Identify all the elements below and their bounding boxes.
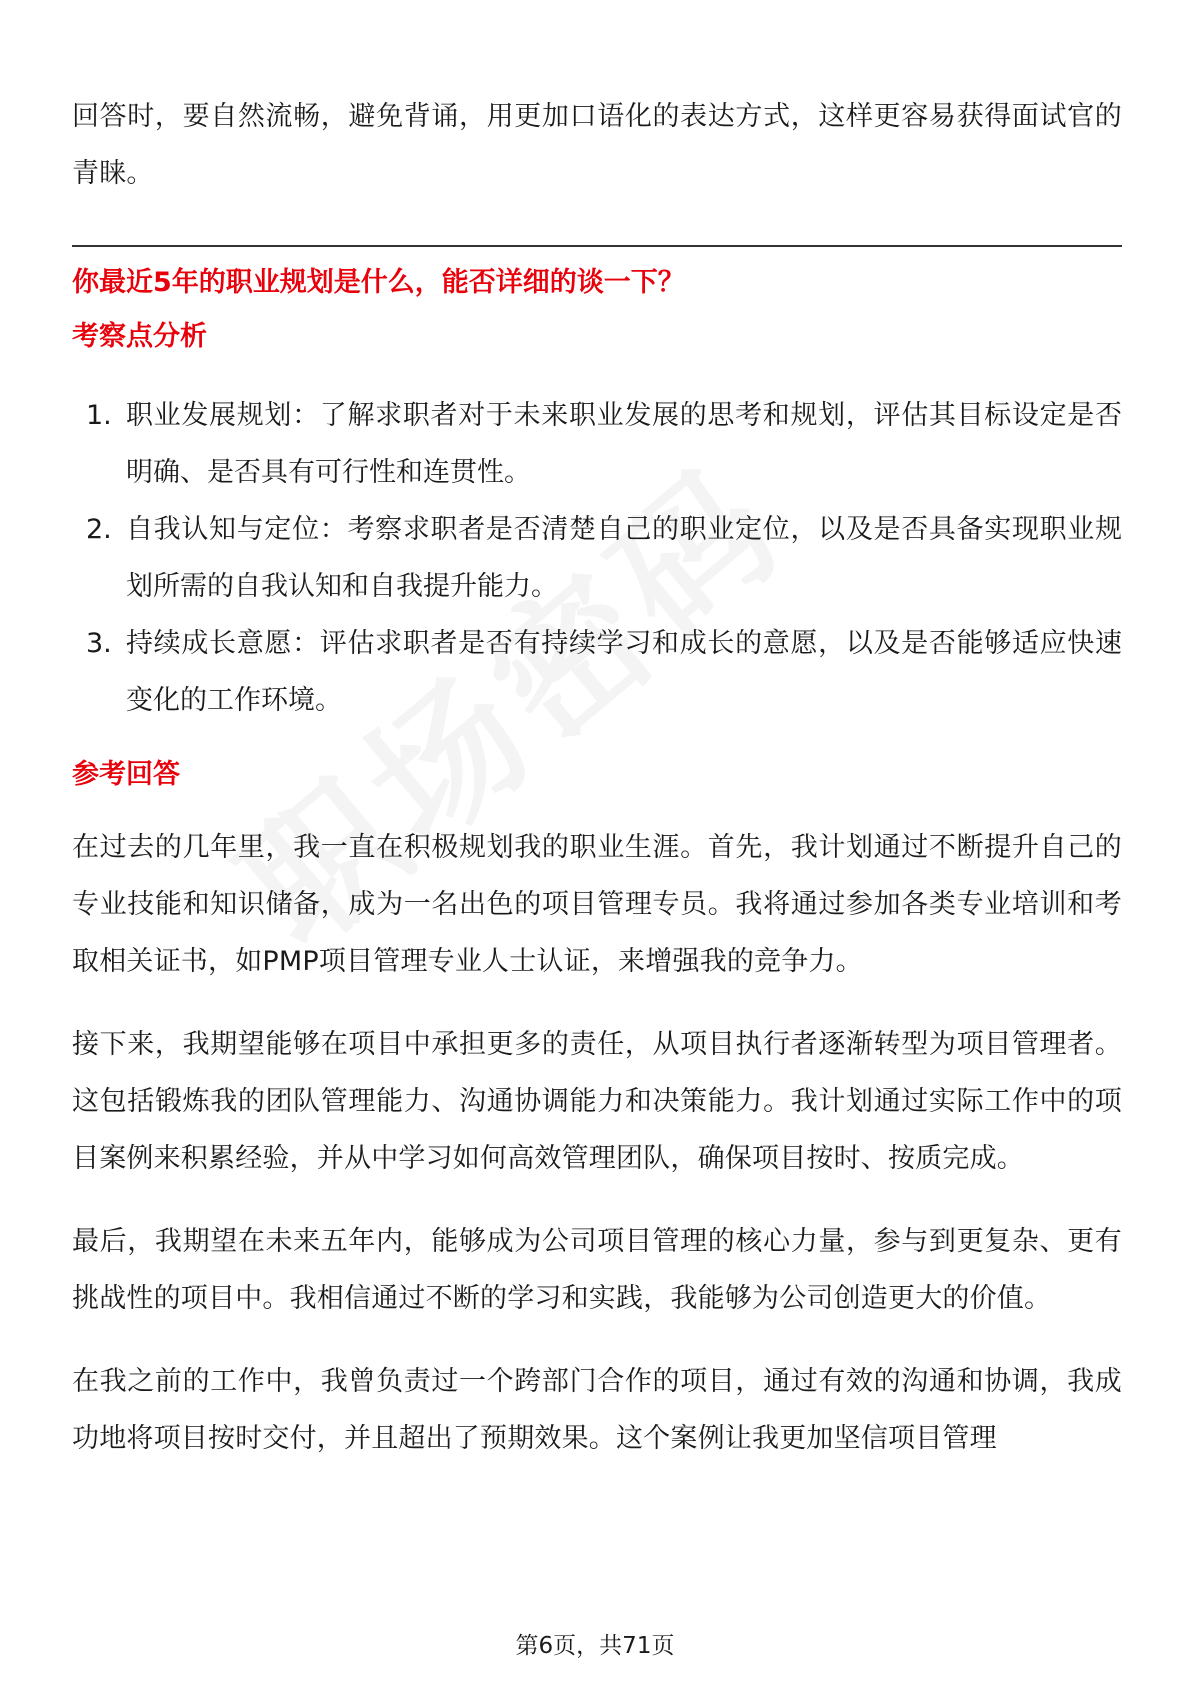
reference-answer [72, 819, 1122, 1467]
page-content [72, 88, 1122, 1467]
answer-paragraph: 在过去的几年里，我一直在积极规划我的职业生涯。首先，我计划通过不断提升自己的专业技能和知识储备，成为一名出色的项目管理专员。我将通过参加各类专业培训和考取相关证书，如PMP项目管理专业人士认证，来增强我的竞争力。 [72, 832, 1122, 977]
analysis-list [72, 387, 1122, 729]
analysis-item-text: 职业发展规划：了解求职者对于未来职业发展的思考和规划，评估其目标设定是否明确、是否具有可行性和连贯性。 [126, 400, 1122, 488]
answer-paragraph: 接下来，我期望能够在项目中承担更多的责任，从项目执行者逐渐转型为项目管理者。这包括锻炼我的团队管理能力、沟通协调能力和决策能力。我计划通过实际工作中的项目案例来积累经验，并从中学习如何高效管理团队，确保项目按时、按质完成。 [72, 1029, 1122, 1174]
analysis-item [72, 501, 1122, 615]
analysis-item [72, 615, 1122, 729]
answer-paragraph: 最后，我期望在未来五年内，能够成为公司项目管理的核心力量，参与到更复杂、更有挑战性的项目中。我相信通过不断的学习和实践，我能够为公司创造更大的价值。 [72, 1226, 1122, 1314]
question-title: 你最近5年的职业规划是什么，能否详细的谈一下？ [72, 267, 685, 298]
analysis-item-number: 1. [86, 400, 112, 431]
intro-paragraph: 回答时，要自然流畅，避免背诵，用更加口语化的表达方式，这样更容易获得面试官的青睐。 [72, 101, 1122, 189]
page-number: 第6页，共71页 [515, 1633, 675, 1659]
section-divider [72, 245, 1122, 247]
analysis-item-number: 2. [86, 514, 112, 545]
analysis-item [72, 387, 1122, 501]
analysis-heading: 考察点分析 [72, 321, 207, 352]
reference-heading: 参考回答 [72, 759, 180, 790]
analysis-item-text: 自我认知与定位：考察求职者是否清楚自己的职业定位，以及是否具备实现职业规划所需的自我认知和自我提升能力。 [126, 514, 1122, 602]
analysis-item-number: 3. [86, 628, 112, 659]
answer-paragraph: 在我之前的工作中，我曾负责过一个跨部门合作的项目，通过有效的沟通和协调，我成功地将项目按时交付，并且超出了预期效果。这个案例让我更加坚信项目管理 [72, 1366, 1122, 1454]
analysis-item-text: 持续成长意愿：评估求职者是否有持续学习和成长的意愿，以及是否能够适应快速变化的工作环境。 [126, 628, 1122, 716]
